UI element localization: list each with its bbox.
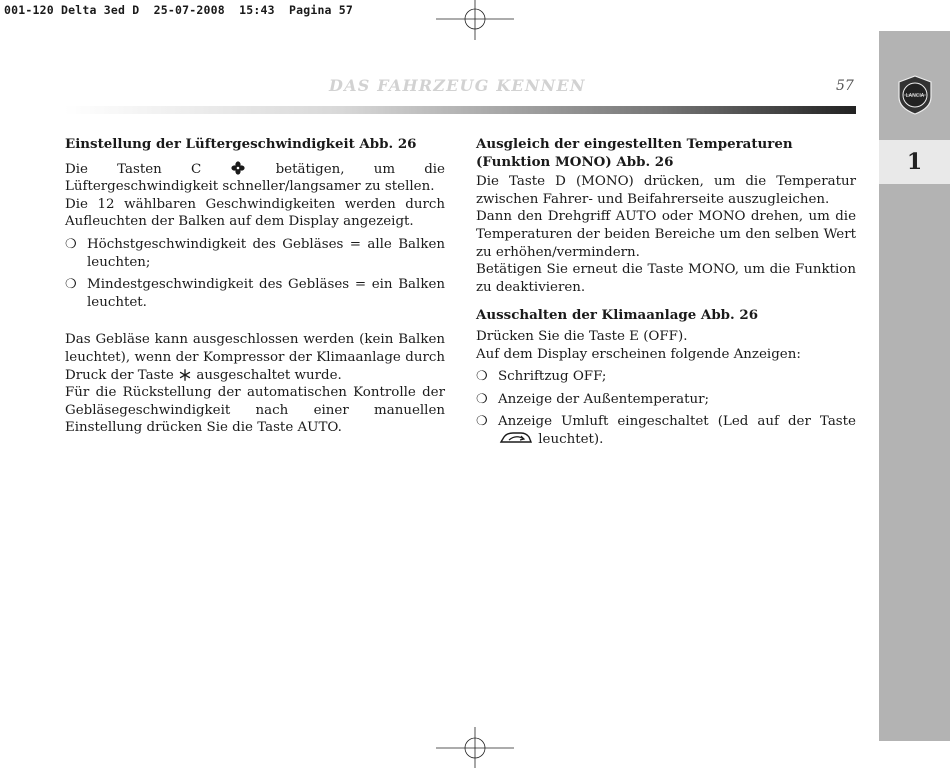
paragraph: Drücken Sie die Taste E (OFF). [476,328,688,344]
lancia-logo [896,75,934,115]
heading-fan-speed: Einstellung der Lüftergeschwindigkeit Abb. 26 [65,136,417,152]
bullet-icon: ❍ [476,391,488,407]
bullet-icon: ❍ [476,369,488,385]
list-item-text: Anzeige der Außentemperatur; [498,391,710,407]
paragraph: Die Tasten C betätigen, um die Lüftergeschwindigkeit schneller/langsamer zu stellen. [65,161,445,195]
bullet-icon: ❍ [476,414,488,430]
heading-mono: Ausgleich der eingestellten Temperaturen (Funktion MONO) Abb. 26 [476,136,793,170]
paragraph: Die 12 wählbaren Geschwindigkeiten werden durch Aufleuchten der Balken auf dem Display angezeigt. [65,196,445,230]
section-tab[interactable] [879,140,950,184]
bullet-icon: ❍ [65,277,77,293]
paragraph: Dann den Drehgriff AUTO oder MONO drehen, um die Temperaturen der beiden Bereiche um den selben Wert zu erhöhen/vermindern. [476,209,856,260]
list-item [476,368,856,386]
page-number: 57 [836,78,854,94]
crop-mark-icon [436,727,514,768]
crop-mark-icon [436,0,514,40]
running-title: DAS FAHRZEUG KENNEN [329,76,586,95]
recirculation-car-icon [499,431,533,445]
list-item-text: Höchstgeschwindigkeit des Gebläses = alle Balken leuchten; [87,236,445,270]
list-item-text: Schriftzug OFF; [498,369,607,385]
list-item-text: Anzeige Umluft eingeschaltet (Led auf der Taste leuchtet). [498,414,856,447]
sidebar-margin [879,31,950,741]
paragraph: Auf dem Display erscheinen folgende Anzeigen: [476,346,801,362]
bullet-icon: ❍ [65,236,77,252]
header-rule [64,106,856,114]
heading-ac-off: Ausschalten der Klimaanlage Abb. 26 [476,307,759,324]
section-tab-number: 1 [906,149,923,175]
paragraph: Für die Rückstellung der automatischen Kontrolle der Gebläsegeschwindigkeit nach einer manuellen Einstellung drücken Sie die Taste AUTO. [65,385,445,436]
fan-icon [231,161,245,175]
list-item [476,391,856,409]
list-item [476,413,856,448]
paragraph: Betätigen Sie erneut die Taste MONO, um die Funktion zu deaktivieren. [476,262,856,295]
list-item-text: Mindestgeschwindigkeit des Gebläses = ein Balken leuchtet. [87,277,445,310]
svg-text:LANCIA: LANCIA [905,93,925,99]
snowflake-icon [179,369,191,381]
right-column [476,136,856,452]
paragraph: Das Gebläse kann ausgeschlossen werden (kein Balken leuchtet), wenn der Kompressor der Klimaanlage durch Druck der Taste ausgeschaltet wurde. [65,332,445,383]
list-item [65,276,445,311]
paragraph: Die Taste D (MONO) drücken, um die Temperatur zwischen Fahrer- und Beifahrerseite auszugleichen. [476,174,856,207]
list-item [65,236,445,271]
print-header: 001-120 Delta 3ed D 25-07-2008 15:43 Pagina 57 [4,3,354,17]
left-column [65,136,445,437]
